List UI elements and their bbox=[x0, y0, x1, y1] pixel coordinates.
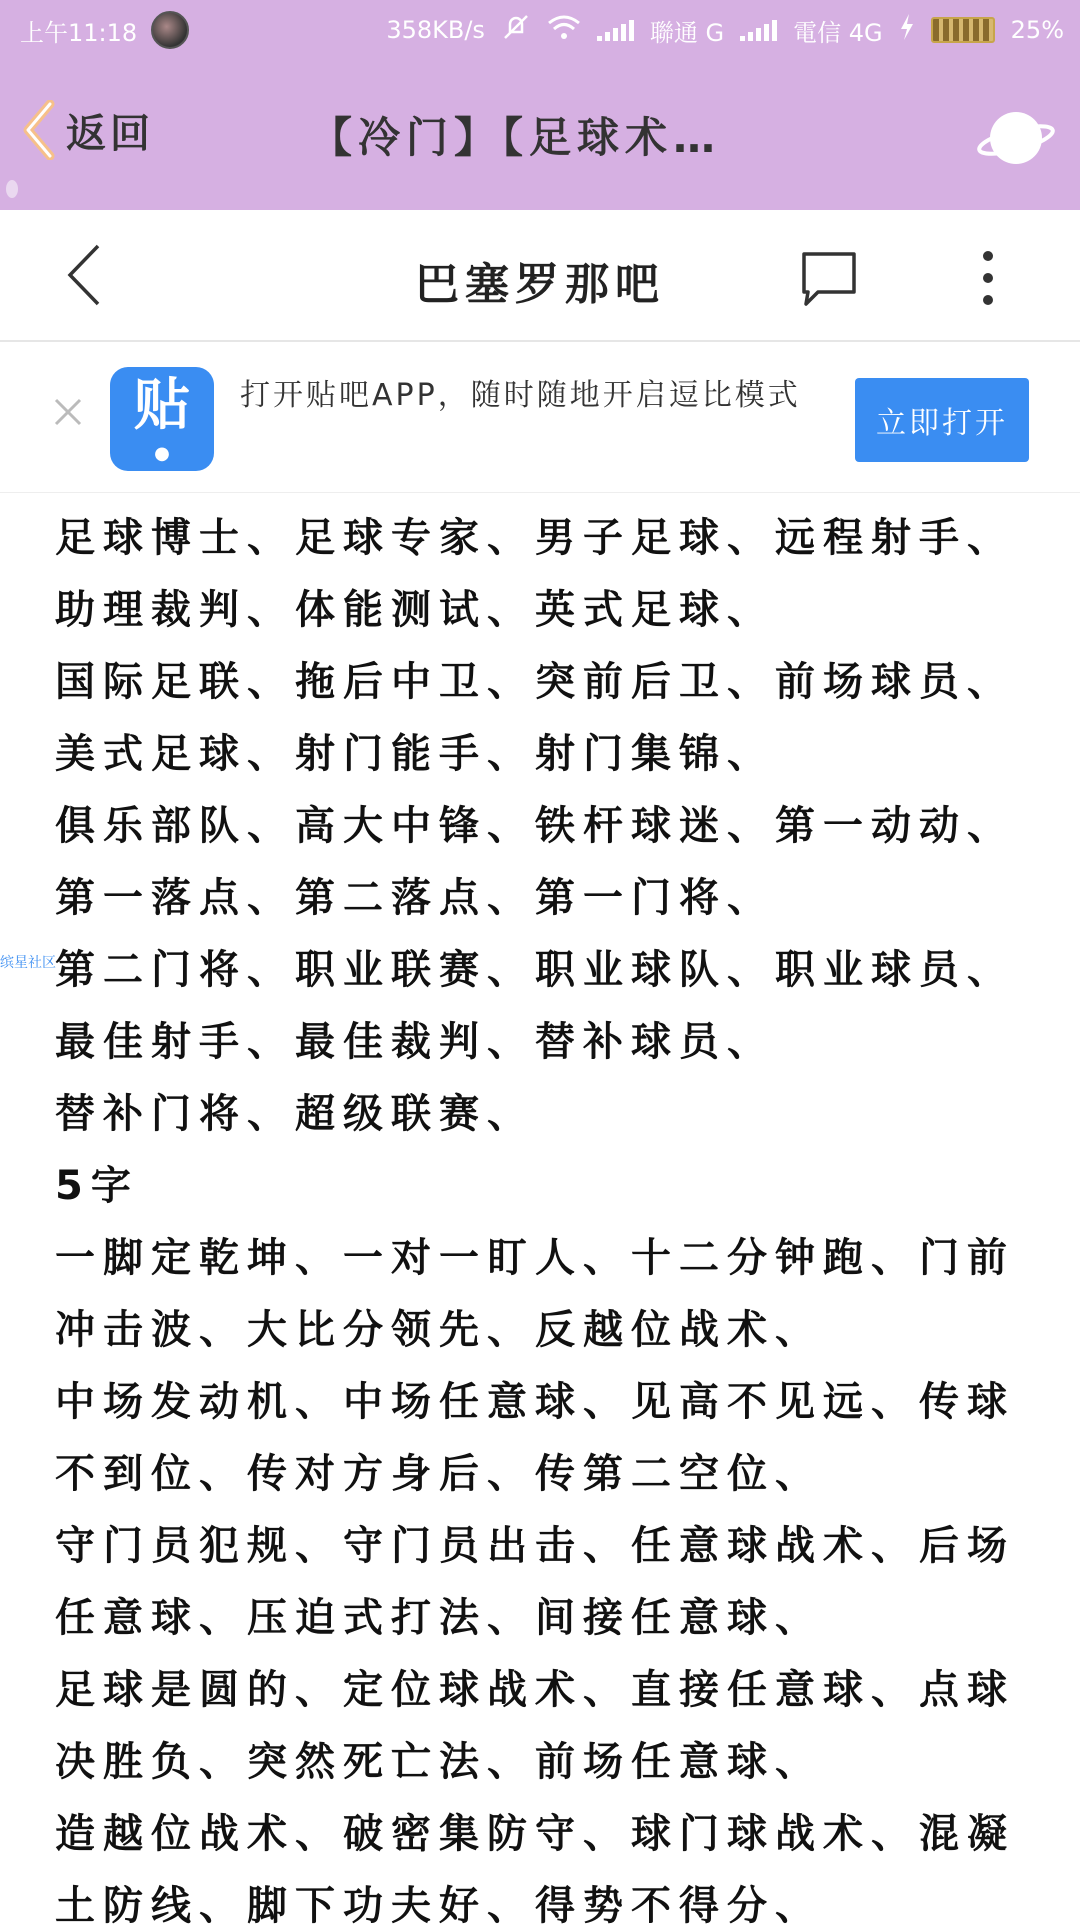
comment-icon[interactable] bbox=[800, 250, 858, 308]
content-line: 中场发动机、中场任意球、见高不见远、传球 bbox=[55, 1379, 1015, 1425]
chevron-left-icon bbox=[22, 100, 56, 160]
charging-icon bbox=[899, 13, 915, 47]
app-header bbox=[0, 60, 1080, 210]
paw-icon: ● bbox=[154, 443, 170, 464]
forum-title: 巴塞罗那吧 bbox=[415, 259, 665, 310]
battery-level: 25% bbox=[1010, 16, 1064, 44]
page-title: 【冷门】【足球术… bbox=[310, 113, 722, 162]
status-bar bbox=[0, 0, 1080, 60]
carrier-2: 電信 4G bbox=[793, 18, 883, 47]
content-line: 足球博士、足球专家、男子足球、远程射手、 bbox=[55, 515, 1015, 561]
content-line: 国际足联、拖后中卫、突前后卫、前场球员、 bbox=[55, 659, 1015, 705]
status-time: 上午11:18 bbox=[20, 18, 138, 47]
content-line: 5字 bbox=[55, 1163, 139, 1209]
content-line: 替补门将、超级联赛、 bbox=[55, 1091, 535, 1137]
content-line: 一脚定乾坤、一对一盯人、十二分钟跑、门前 bbox=[55, 1235, 1015, 1281]
tieba-logo-char: 贴 bbox=[134, 373, 190, 438]
content-line: 守门员犯规、守门员出击、任意球战术、后场 bbox=[55, 1523, 1015, 1569]
more-icon[interactable] bbox=[980, 248, 996, 308]
back-button[interactable] bbox=[22, 100, 154, 160]
avatar-icon bbox=[151, 11, 189, 49]
content-line: 冲击波、大比分领先、反越位战术、 bbox=[55, 1307, 823, 1353]
battery-icon bbox=[931, 17, 995, 43]
forum-nav bbox=[0, 210, 1080, 342]
open-app-button[interactable]: 立即打开 bbox=[855, 378, 1029, 462]
content-line: 第一落点、第二落点、第一门将、 bbox=[55, 875, 775, 921]
decoration-dot bbox=[6, 180, 18, 198]
content-line: 最佳射手、最佳裁判、替补球员、 bbox=[55, 1019, 775, 1065]
carrier-1: 聯通 G bbox=[649, 18, 725, 47]
planet-icon[interactable] bbox=[976, 100, 1056, 174]
signal-icon bbox=[597, 19, 634, 41]
content-line: 助理裁判、体能测试、英式足球、 bbox=[55, 587, 775, 633]
signal-icon-2 bbox=[740, 19, 777, 41]
side-watermark: 缤星社区 bbox=[0, 955, 56, 971]
content-line: 不到位、传对方身后、传第二空位、 bbox=[55, 1451, 823, 1497]
back-label: 返回 bbox=[66, 110, 154, 157]
banner-text: 打开贴吧APP，随时随地开启逗比模式 bbox=[240, 378, 801, 413]
content-line: 美式足球、射门能手、射门集锦、 bbox=[55, 731, 775, 777]
wifi-icon bbox=[547, 13, 581, 47]
mute-icon bbox=[501, 12, 531, 48]
content-line: 第二门将、职业联赛、职业球队、职业球员、 bbox=[55, 947, 1015, 993]
content-line: 造越位战术、破密集防守、球门球战术、混凝 bbox=[55, 1811, 1015, 1857]
content-line: 决胜负、突然死亡法、前场任意球、 bbox=[55, 1739, 823, 1785]
tieba-logo bbox=[110, 367, 214, 471]
app-promo-banner bbox=[0, 342, 1080, 493]
content-line: 任意球、压迫式打法、间接任意球、 bbox=[55, 1595, 823, 1641]
content-line: 足球是圆的、定位球战术、直接任意球、点球 bbox=[55, 1667, 1015, 1713]
close-icon[interactable] bbox=[50, 394, 86, 430]
content-line: 俱乐部队、高大中锋、铁杆球迷、第一动动、 bbox=[55, 803, 1015, 849]
network-speed: 358KB/s bbox=[386, 16, 485, 44]
content-line: 土防线、脚下功夫好、得势不得分、 bbox=[55, 1883, 823, 1929]
